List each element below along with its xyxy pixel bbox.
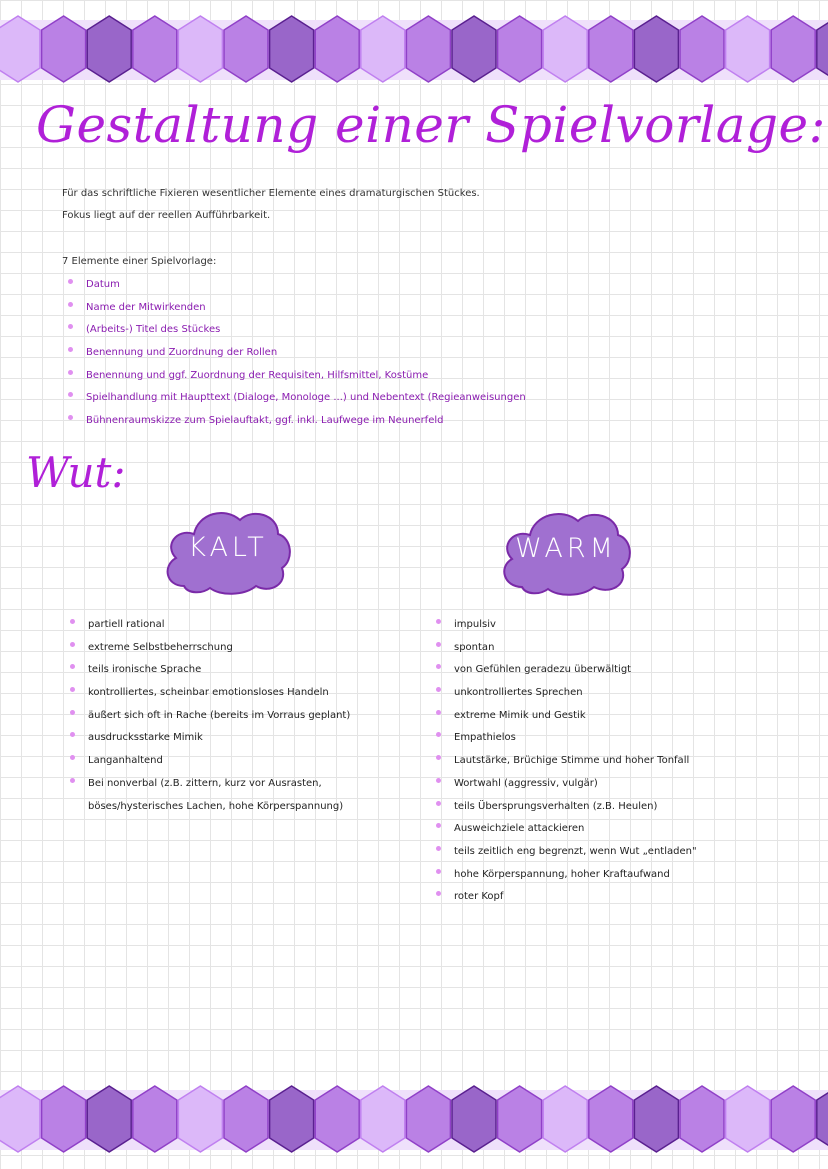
bullet-dot [436,778,441,783]
list-item-text: Bühnenraumskizze zum Spielauftakt, ggf. inkl. Laufwege im Neunerfeld [86,415,444,427]
hexagon-shape [0,16,40,82]
bullet-dot [436,664,441,669]
list-item [436,864,697,887]
bullet-dot [70,619,75,624]
bullet-dot [436,732,441,737]
list-item-text: teils ironische Sprache [88,664,202,676]
bullet-dot [436,846,441,851]
hexagon-shape [543,1086,587,1152]
hexagon-shape [498,1086,542,1152]
list-item-text: Lautstärke, Brüchige Stimme und hoher Tonfall [454,755,690,767]
hexagon-shape [634,1086,678,1152]
list-item-text: Datum [86,279,120,290]
bullet-dot [436,823,441,828]
list-item-text: partiell rational [88,619,165,630]
hexagon-border-bottom [0,1084,828,1156]
list-item-text: Langanhaltend [88,755,163,767]
kalt-cloud [162,504,294,596]
list-item-text: impulsiv [454,619,496,630]
list-item [68,319,526,342]
hexagon-shape [680,1086,724,1152]
list-item-text: (Arbeits-) Titel des Stückes [86,324,221,336]
warm-cloud [498,505,634,597]
list-item [68,387,526,410]
list-item [70,682,408,705]
list-item-text: Benennung und ggf. Zuordnung der Requisiten, Hilfsmittel, Kostüme [86,369,429,381]
list-item [436,841,697,864]
list-item [70,705,408,728]
list-item [436,637,697,660]
list-item [436,705,697,728]
list-item [436,886,697,909]
hexagon-shape [498,16,542,82]
hexagon-shape [543,16,587,82]
list-item [70,614,408,637]
list-item [436,818,697,841]
bullet-dot [436,710,441,715]
list-item [70,637,408,660]
list-item-text: teils zeitlich eng begrenzt, wenn Wut „entladen" [454,845,697,857]
hexagon-shape [361,1086,405,1152]
hexagon-shape [771,16,815,82]
bullet-dot [436,755,441,760]
page-title: Gestaltung einer Spielvorlage: [36,96,826,154]
list-item-text: extreme Selbstbeherrschung [88,641,233,653]
bullet-dot [70,687,75,692]
bullet-dot [70,710,75,715]
hexagon-shape [224,1086,268,1152]
list-item [68,365,526,388]
hexagon-shape [589,16,633,82]
list-item [436,614,697,637]
hexagon-shape [178,16,222,82]
list-item-text: kontrolliertes, scheinbar emotionsloses Handeln [88,687,329,699]
bullet-dot [70,664,75,669]
bullet-dot [70,642,75,647]
list-item [70,750,408,773]
list-item-text: spontan [454,641,495,653]
bullet-dot [436,619,441,624]
hexagon-shape [224,16,268,82]
wut-heading: Wut: [26,448,126,497]
list-item [436,682,697,705]
list-item-text: roter Kopf [454,891,504,903]
hexagon-shape [452,16,496,82]
hexagon-shape [42,16,86,82]
bullet-dot [70,778,75,783]
list-item [70,659,408,682]
intro-line-1: Für das schriftliche Fixieren wesentlicher Elemente eines dramaturgischen Stückes. [62,188,480,199]
bullet-dot [68,415,73,420]
bullet-dot [436,642,441,647]
kalt-label: KALT [188,532,268,563]
hexagon-shape [133,16,177,82]
hexagon-shape [771,1086,815,1152]
hexagon-border-top [0,14,828,86]
elements-heading: 7 Elemente einer Spielvorlage: [62,256,217,267]
bullet-dot [68,279,73,284]
hexagon-shape [315,16,359,82]
list-item-text: von Gefühlen geradezu überwältigt [454,664,632,676]
list-item-text: äußert sich oft in Rache (bereits im Vorraus geplant) [88,709,351,721]
list-item [436,750,697,773]
list-item [436,796,697,819]
hexagon-shape [680,16,724,82]
list-item-text: Ausweichziele attackieren [454,823,585,835]
bullet-dot [70,732,75,737]
hexagon-shape [315,1086,359,1152]
hexagon-shape [406,1086,450,1152]
kalt-list [70,614,408,818]
list-item [70,727,408,750]
hexagon-shape [178,1086,222,1152]
bullet-dot [436,801,441,806]
hexagon-shape [270,1086,314,1152]
list-item-text: hohe Körperspannung, hoher Kraftaufwand [454,868,670,880]
list-item-text: Empathielos [454,732,516,744]
list-item [436,727,697,750]
hexagon-shape [726,1086,770,1152]
elements-list [68,274,526,433]
list-item-text: teils Übersprungsverhalten (z.B. Heulen) [454,800,658,812]
list-item-text: Name der Mitwirkenden [86,301,206,313]
hexagon-shape [452,1086,496,1152]
list-item [68,274,526,297]
bullet-dot [68,302,73,307]
list-item [70,773,408,818]
hexagon-shape [726,16,770,82]
hexagon-shape [361,16,405,82]
list-item [68,342,526,365]
list-item-text: unkontrolliertes Sprechen [454,687,583,699]
list-item-text: Bei nonverbal (z.B. zittern, kurz vor Ausrasten, böses/hysterisches Lachen, hohe Körperspannung) [88,777,344,812]
list-item-text: Spielhandlung mit Haupttext (Dialoge, Monologe ...) und Nebentext (Regieanweisungen [86,392,526,404]
bullet-dot [68,392,73,397]
bullet-dot [68,370,73,375]
list-item [436,773,697,796]
intro-line-2: Fokus liegt auf der reellen Aufführbarkeit. [62,210,271,221]
bullet-dot [436,869,441,874]
bullet-dot [70,755,75,760]
warm-list [436,614,697,909]
hexagon-shape [589,1086,633,1152]
hexagon-shape [87,1086,131,1152]
bullet-dot [436,891,441,896]
bullet-dot [68,324,73,329]
hexagon-shape [133,1086,177,1152]
bullet-dot [68,347,73,352]
hexagon-shape [87,16,131,82]
list-item [436,659,697,682]
hexagon-shape [270,16,314,82]
hexagon-shape [406,16,450,82]
hexagon-shape [0,1086,40,1152]
warm-label: WARM [515,533,617,564]
list-item-text: ausdrucksstarke Mimik [88,732,203,744]
list-item-text: extreme Mimik und Gestik [454,709,586,721]
list-item-text: Benennung und Zuordnung der Rollen [86,347,278,359]
bullet-dot [436,687,441,692]
list-item [68,297,526,320]
hexagon-shape [634,16,678,82]
list-item-text: Wortwahl (aggressiv, vulgär) [454,777,598,789]
hexagon-shape [42,1086,86,1152]
list-item [68,410,526,433]
